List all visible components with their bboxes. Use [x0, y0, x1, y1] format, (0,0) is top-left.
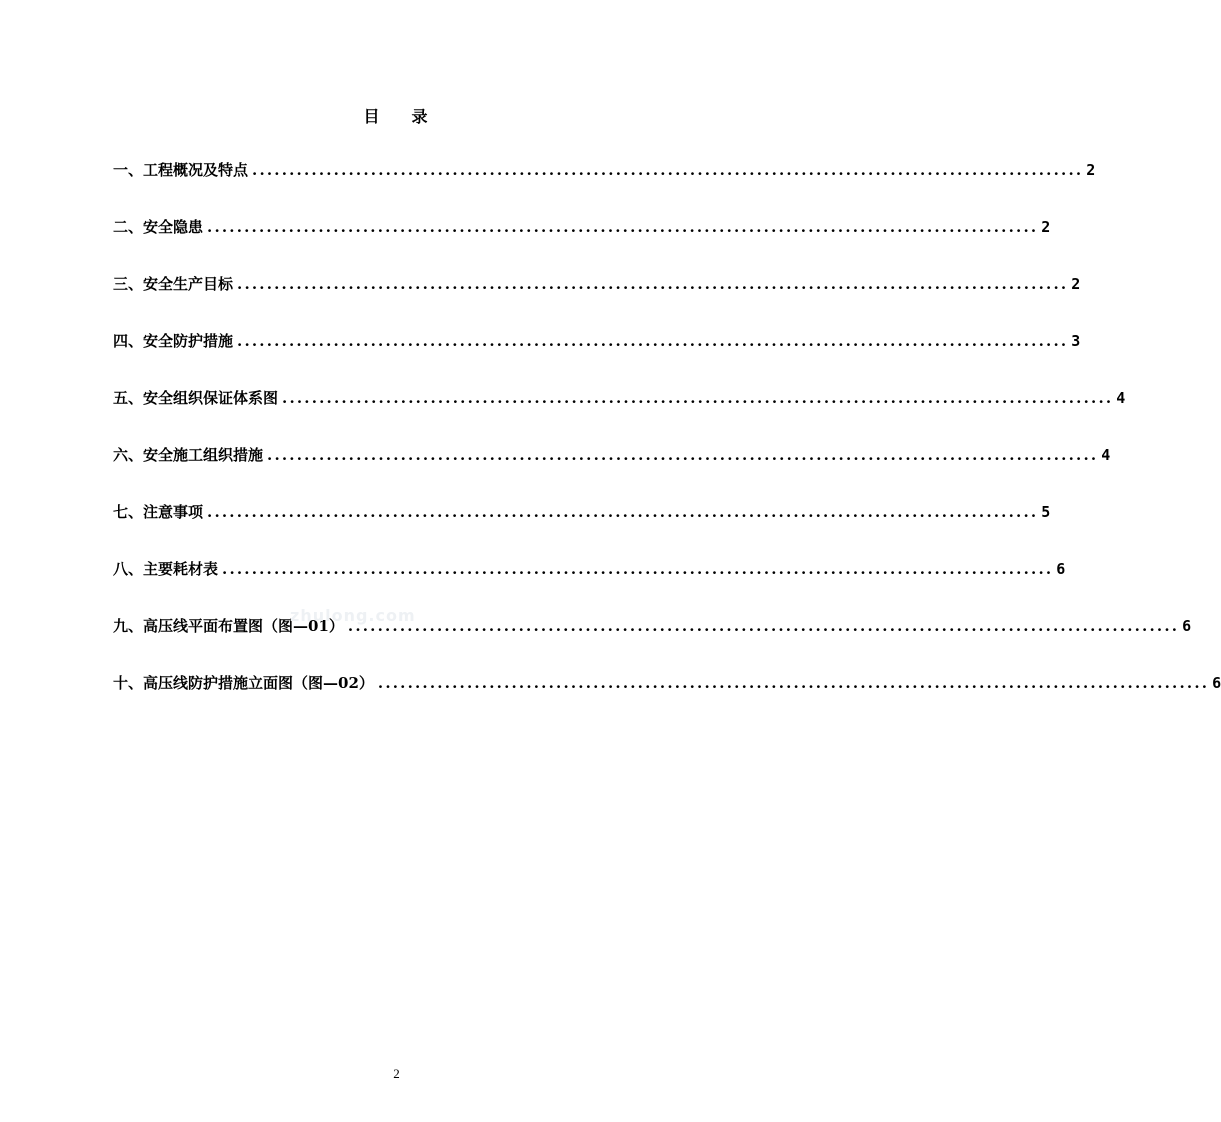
toc-entry-5[interactable] [113, 386, 1126, 443]
toc-entry-page: 5 [1038, 500, 1050, 524]
toc-entry-label: 二、安全隐患 [113, 215, 207, 239]
toc-title-right: 录 [411, 107, 430, 126]
toc-entry-label: 五、安全组织保证体系图 [113, 386, 282, 410]
toc-entry-label: 十、高压线防护措施立面图（图—02） [113, 671, 378, 695]
toc-entry-page: 2 [1038, 215, 1050, 239]
toc-entry-page: 6 [1179, 614, 1191, 638]
toc-entry-6[interactable] [113, 443, 1111, 500]
toc-leader-dots: ................................................................................................................ [377, 674, 1210, 692]
toc-leader-dots: ................................................................................................................ [237, 275, 1069, 293]
toc-entry-1[interactable] [113, 158, 1096, 215]
toc-leader-dots: ................................................................................................................ [267, 446, 1099, 464]
toc-title-left: 目 [363, 107, 382, 126]
toc-entry-page: 3 [1068, 329, 1080, 353]
toc-leader-dots: ................................................................................................................ [237, 332, 1069, 350]
toc-leader-dots: ................................................................................................................ [222, 560, 1054, 578]
table-of-contents [113, 158, 1221, 728]
toc-entry-label: 七、注意事项 [113, 500, 207, 524]
toc-entry-page: 6 [1053, 557, 1065, 581]
toc-leader-dots: ................................................................................................................ [252, 161, 1084, 179]
toc-leader-dots: ................................................................................................................ [282, 389, 1114, 407]
toc-entry-page: 2 [1083, 158, 1095, 182]
toc-entry-label: 四、安全防护措施 [113, 329, 237, 353]
toc-leader-dots: ................................................................................................................ [207, 503, 1039, 521]
toc-entry-page: 4 [1098, 443, 1110, 467]
toc-entry-2[interactable] [113, 215, 1051, 272]
toc-entry-page: 4 [1113, 386, 1125, 410]
toc-title [0, 104, 793, 127]
toc-entry-label: 三、安全生产目标 [113, 272, 237, 296]
toc-entry-page: 2 [1068, 272, 1080, 296]
watermark: zhulong.com [290, 606, 416, 625]
toc-leader-dots: ................................................................................................................ [347, 617, 1180, 635]
toc-entry-8[interactable] [113, 557, 1066, 614]
page-number: 2 [393, 1066, 400, 1081]
toc-entry-label: 一、工程概况及特点 [113, 158, 252, 182]
toc-entry-4[interactable] [113, 329, 1081, 386]
toc-entry-10[interactable] [113, 671, 1221, 728]
toc-entry-label: 六、安全施工组织措施 [113, 443, 267, 467]
toc-entry-7[interactable] [113, 500, 1051, 557]
toc-entry-label: 八、主要耗材表 [113, 557, 222, 581]
toc-entry-page: 6 [1209, 671, 1221, 695]
toc-entry-9[interactable] [113, 614, 1192, 671]
toc-entry-3[interactable] [113, 272, 1081, 329]
toc-entry-label: 九、高压线平面布置图（图—01） [113, 614, 348, 638]
toc-leader-dots: ................................................................................................................ [207, 218, 1039, 236]
